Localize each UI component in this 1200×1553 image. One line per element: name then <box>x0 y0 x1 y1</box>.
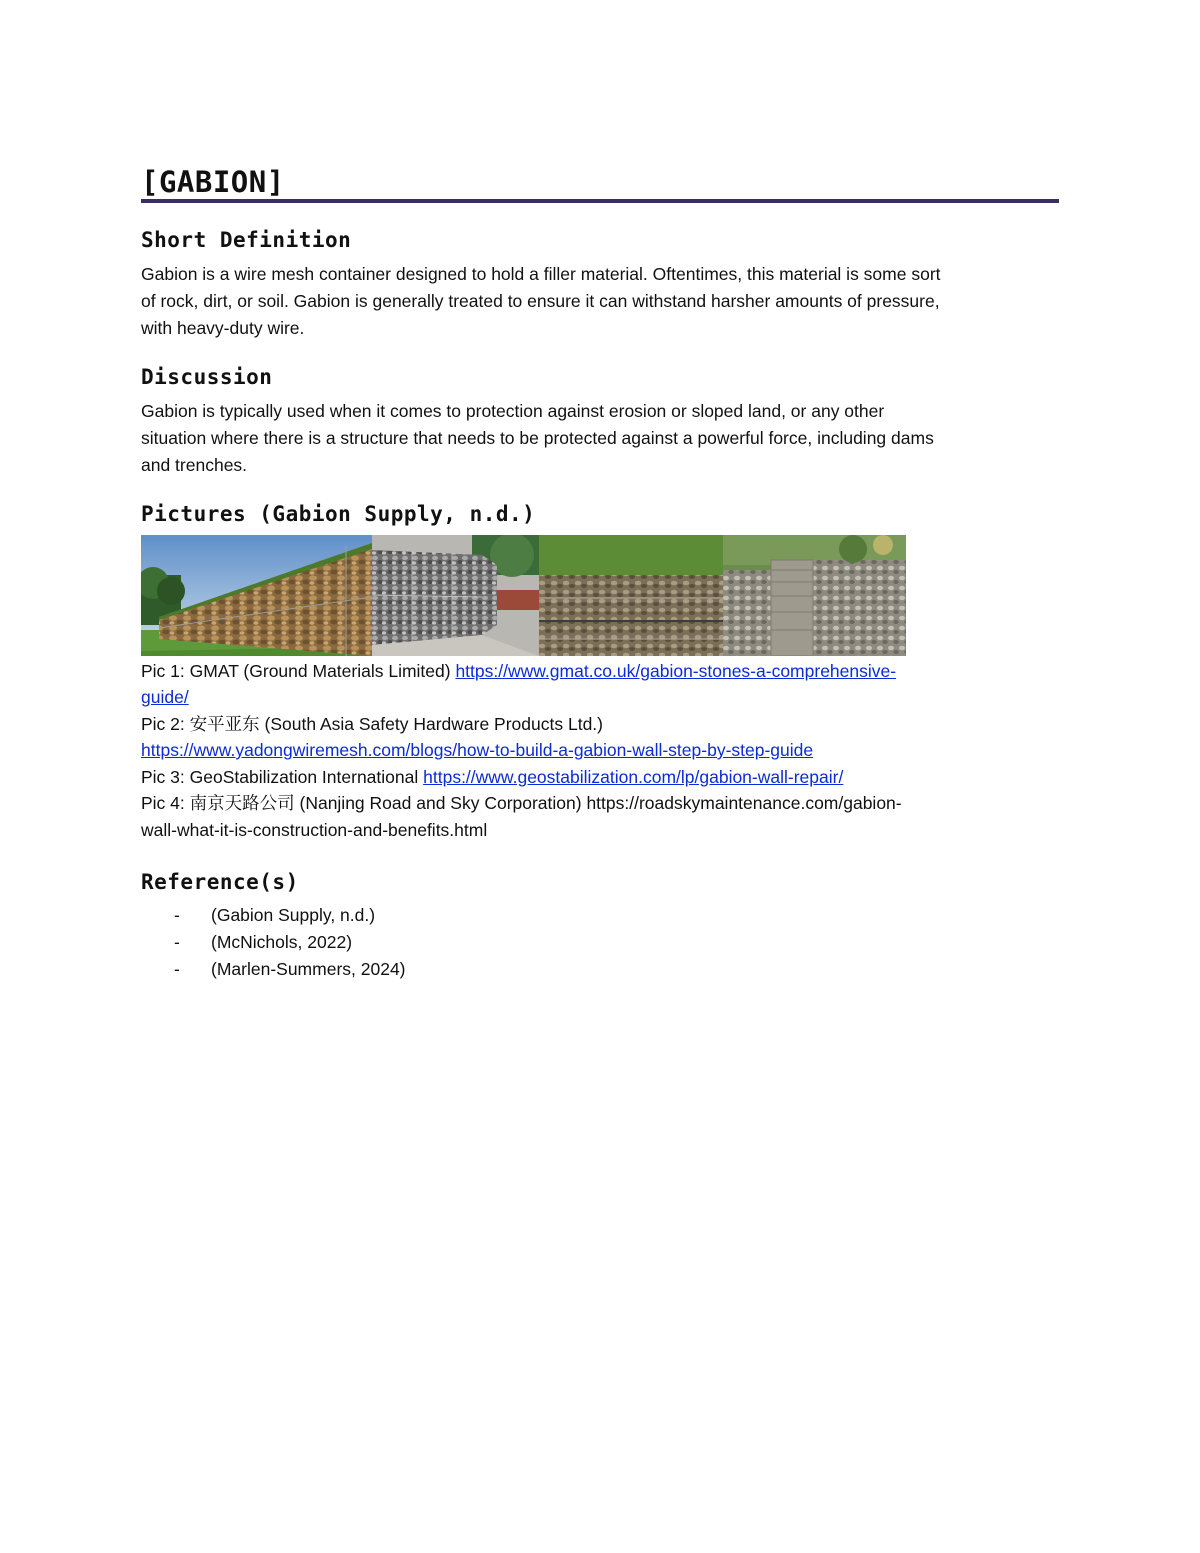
reference-text: (Gabion Supply, n.d.) <box>211 905 376 925</box>
gabion-stairs-wall-photo <box>723 535 906 656</box>
reference-text: (McNichols, 2022) <box>211 932 353 952</box>
paragraph-line: and trenches. <box>141 455 248 475</box>
list-bullet: - <box>174 905 180 925</box>
pic1-label: Pic 1: GMAT (Ground Materials Limited) <box>141 661 456 681</box>
pic1-caption-cont <box>141 684 189 711</box>
page-title: [GABION] <box>141 165 285 199</box>
paragraph-line: Gabion is a wire mesh container designed to hold a filler material. Oftentimes, this material is some sort <box>141 264 941 284</box>
pic2-caption: Pic 2: 安平亚东 (South Asia Safety Hardware Products Ltd.) <box>141 714 603 734</box>
pic1-link[interactable]: https://www.gmat.co.uk/gabion-stones-a-comprehensive- <box>455 661 897 681</box>
pic3-caption <box>141 764 843 791</box>
pic4-caption-cont: wall-what-it-is-construction-and-benefits.html <box>141 820 488 840</box>
short-definition-paragraph <box>141 261 1059 342</box>
paragraph-line: with heavy-duty wire. <box>141 318 305 338</box>
gabion-corner-wall-photo <box>372 535 539 656</box>
pic1-caption <box>141 658 896 685</box>
pic2-link[interactable]: https://www.yadongwiremesh.com/blogs/how-to-build-a-gabion-wall-step-by-step-guide <box>141 740 814 760</box>
references-heading: Reference(s) <box>141 870 299 894</box>
pic3-link[interactable]: https://www.geostabilization.com/lp/gabion-wall-repair/ <box>423 767 844 787</box>
reference-text: (Marlen-Summers, 2024) <box>211 959 406 979</box>
short-definition-heading: Short Definition <box>141 228 352 252</box>
gabion-terraced-wall-photo <box>539 535 723 656</box>
picture-gallery <box>141 535 906 656</box>
paragraph-line: of rock, dirt, or soil. Gabion is generally treated to ensure it can withstand harsher amounts of pressure, <box>141 291 940 311</box>
pic1-link-cont[interactable]: guide/ <box>141 687 189 707</box>
title-underline <box>141 199 1059 203</box>
pictures-heading: Pictures (Gabion Supply, n.d.) <box>141 502 536 526</box>
pic4-caption: Pic 4: 南京天路公司 (Nanjing Road and Sky Corporation) https://roadskymaintenance.com/gabion- <box>141 793 902 813</box>
discussion-heading: Discussion <box>141 365 273 389</box>
list-bullet: - <box>174 959 180 979</box>
paragraph-line: situation where there is a structure that needs to be protected against a powerful force, including dams <box>141 428 934 448</box>
pic2-link-line <box>141 737 813 764</box>
pic3-label: Pic 3: GeoStabilization International <box>141 767 424 787</box>
gabion-wall-landscape-photo <box>141 535 372 656</box>
discussion-paragraph <box>141 398 1059 479</box>
list-bullet: - <box>174 932 180 952</box>
paragraph-line: Gabion is typically used when it comes to protection against erosion or sloped land, or any other <box>141 401 885 421</box>
